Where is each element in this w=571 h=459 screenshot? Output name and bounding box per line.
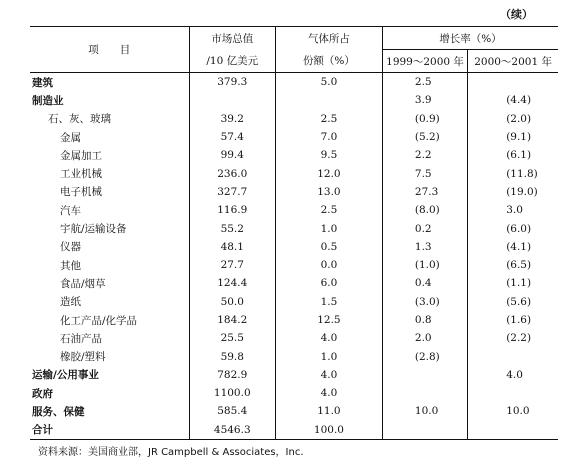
row-growth-1999: 1.3 [382, 238, 467, 256]
row-growth-1999: 2.2 [382, 146, 467, 164]
row-growth-1999: (1.0) [382, 256, 467, 274]
row-growth-2000: (5.6) [468, 293, 558, 311]
row-growth-2000 [468, 421, 558, 440]
row-growth-2000: (4.1) [468, 238, 558, 256]
row-share: 11.0 [275, 402, 382, 420]
row-growth-1999: (2.8) [382, 347, 467, 365]
row-share: 6.0 [275, 274, 382, 292]
row-market: 124.4 [189, 274, 275, 292]
row-name: 服务、保健 [32, 405, 85, 418]
row-name: 建筑 [32, 76, 53, 89]
source-note: 资料来源：美国商业部，JR Campbell & Associates，Inc. [38, 447, 304, 458]
table-row [30, 384, 558, 402]
row-share: 4.0 [275, 329, 382, 347]
table-row [30, 366, 558, 384]
row-name: 汽车 [60, 204, 81, 217]
row-growth-1999: (0.9) [382, 110, 467, 128]
row-market: 116.9 [189, 201, 275, 219]
row-market: 782.9 [189, 366, 275, 384]
row-share: 0.0 [275, 256, 382, 274]
row-name: 其他 [60, 259, 81, 272]
row-growth-1999 [382, 421, 467, 440]
table-row [30, 238, 558, 256]
header-share-line1: 气体所占 [275, 27, 382, 50]
row-name: 制造业 [32, 94, 64, 107]
row-share: 5.0 [275, 73, 382, 92]
row-growth-2000: 4.0 [468, 366, 558, 384]
row-share: 13.0 [275, 183, 382, 201]
row-market: 50.0 [189, 293, 275, 311]
row-market: 48.1 [189, 238, 275, 256]
row-market: 57.4 [189, 128, 275, 146]
row-growth-1999: (3.0) [382, 293, 467, 311]
row-market: 27.7 [189, 256, 275, 274]
row-growth-2000 [468, 384, 558, 402]
row-growth-1999: 0.2 [382, 219, 467, 237]
row-growth-2000: (6.1) [468, 146, 558, 164]
table-row [30, 91, 558, 109]
header-growth-2000: 2000～2001 年 [468, 50, 558, 73]
row-name: 合计 [30, 421, 189, 440]
row-share: 1.0 [275, 347, 382, 365]
header-share-line2: 份额（%） [275, 50, 382, 73]
row-name: 政府 [32, 387, 53, 400]
row-growth-1999: 7.5 [382, 164, 467, 182]
row-share: 7.0 [275, 128, 382, 146]
table-row [30, 274, 558, 292]
row-growth-2000 [468, 347, 558, 365]
row-market: 39.2 [189, 110, 275, 128]
table-row [30, 201, 558, 219]
table-row [30, 329, 558, 347]
header-market-line1: 市场总值 [189, 27, 275, 50]
row-share: 1.5 [275, 293, 382, 311]
row-growth-2000: (9.1) [468, 128, 558, 146]
header-market-line2: /10 亿美元 [189, 50, 275, 73]
row-growth-1999: 0.8 [382, 311, 467, 329]
row-growth-2000: (1.6) [468, 311, 558, 329]
row-market: 59.8 [189, 347, 275, 365]
row-share: 0.5 [275, 238, 382, 256]
row-name: 宇航/运输设备 [60, 223, 127, 236]
table-row [30, 293, 558, 311]
row-name: 石、灰、玻璃 [48, 113, 111, 126]
row-name: 电子机械 [60, 186, 102, 199]
row-share: 12.5 [275, 311, 382, 329]
row-growth-1999: 2.0 [382, 329, 467, 347]
row-market: 25.5 [189, 329, 275, 347]
row-growth-2000: 10.0 [468, 402, 558, 420]
row-share: 9.5 [275, 146, 382, 164]
row-market: 4546.3 [189, 421, 275, 440]
row-share: 12.0 [275, 164, 382, 182]
row-share: 1.0 [275, 219, 382, 237]
table-row [30, 110, 558, 128]
row-share [275, 91, 382, 109]
table-row [30, 183, 558, 201]
row-market: 379.3 [189, 73, 275, 92]
row-growth-2000: (2.0) [468, 110, 558, 128]
row-growth-2000: (11.8) [468, 164, 558, 182]
row-share: 100.0 [275, 421, 382, 440]
row-growth-2000 [468, 73, 558, 92]
table-row-total [30, 421, 558, 440]
header-growth: 增长率（%） [382, 27, 558, 50]
row-name: 金属加工 [60, 149, 102, 162]
table-row [30, 311, 558, 329]
row-name: 造纸 [60, 296, 81, 309]
table-row [30, 164, 558, 182]
table-row [30, 73, 558, 92]
row-growth-1999 [382, 366, 467, 384]
row-growth-2000: (1.1) [468, 274, 558, 292]
row-name: 化工产品/化学品 [60, 314, 138, 327]
row-growth-1999 [382, 384, 467, 402]
header-growth-1999: 1999～2000 年 [382, 50, 467, 73]
row-growth-2000: (19.0) [468, 183, 558, 201]
row-growth-1999: (5.2) [382, 128, 467, 146]
row-market: 1100.0 [189, 384, 275, 402]
row-market: 55.2 [189, 219, 275, 237]
table-row [30, 128, 558, 146]
row-growth-2000: 3.0 [468, 201, 558, 219]
header-item: 项 目 [30, 27, 189, 73]
row-growth-1999: 3.9 [382, 91, 467, 109]
row-market: 184.2 [189, 311, 275, 329]
row-growth-2000: (4.4) [468, 91, 558, 109]
row-name: 食品/烟草 [60, 277, 106, 290]
row-market: 236.0 [189, 164, 275, 182]
row-share: 2.5 [275, 110, 382, 128]
continued-label: （续） [500, 8, 533, 21]
row-name: 石油产品 [60, 332, 102, 345]
row-growth-1999: 27.3 [382, 183, 467, 201]
row-name: 工业机械 [60, 168, 102, 181]
row-name: 运输/公用事业 [32, 369, 99, 382]
row-name: 仪器 [60, 241, 81, 254]
row-name: 橡胶/塑料 [60, 351, 106, 364]
row-market: 327.7 [189, 183, 275, 201]
table-row [30, 347, 558, 365]
row-growth-1999: 10.0 [382, 402, 467, 420]
row-market: 585.4 [189, 402, 275, 420]
row-growth-2000: (2.2) [468, 329, 558, 347]
row-share: 4.0 [275, 366, 382, 384]
table-row [30, 146, 558, 164]
row-growth-2000: (6.0) [468, 219, 558, 237]
row-name: 金属 [60, 131, 81, 144]
row-growth-1999: 2.5 [382, 73, 467, 92]
row-share: 2.5 [275, 201, 382, 219]
row-share: 4.0 [275, 384, 382, 402]
row-market: 99.4 [189, 146, 275, 164]
row-market [189, 91, 275, 109]
row-growth-2000: (6.5) [468, 256, 558, 274]
row-growth-1999: (8.0) [382, 201, 467, 219]
table-row [30, 256, 558, 274]
row-growth-1999: 0.4 [382, 274, 467, 292]
market-table [30, 26, 558, 440]
table-row [30, 219, 558, 237]
table-row [30, 402, 558, 420]
